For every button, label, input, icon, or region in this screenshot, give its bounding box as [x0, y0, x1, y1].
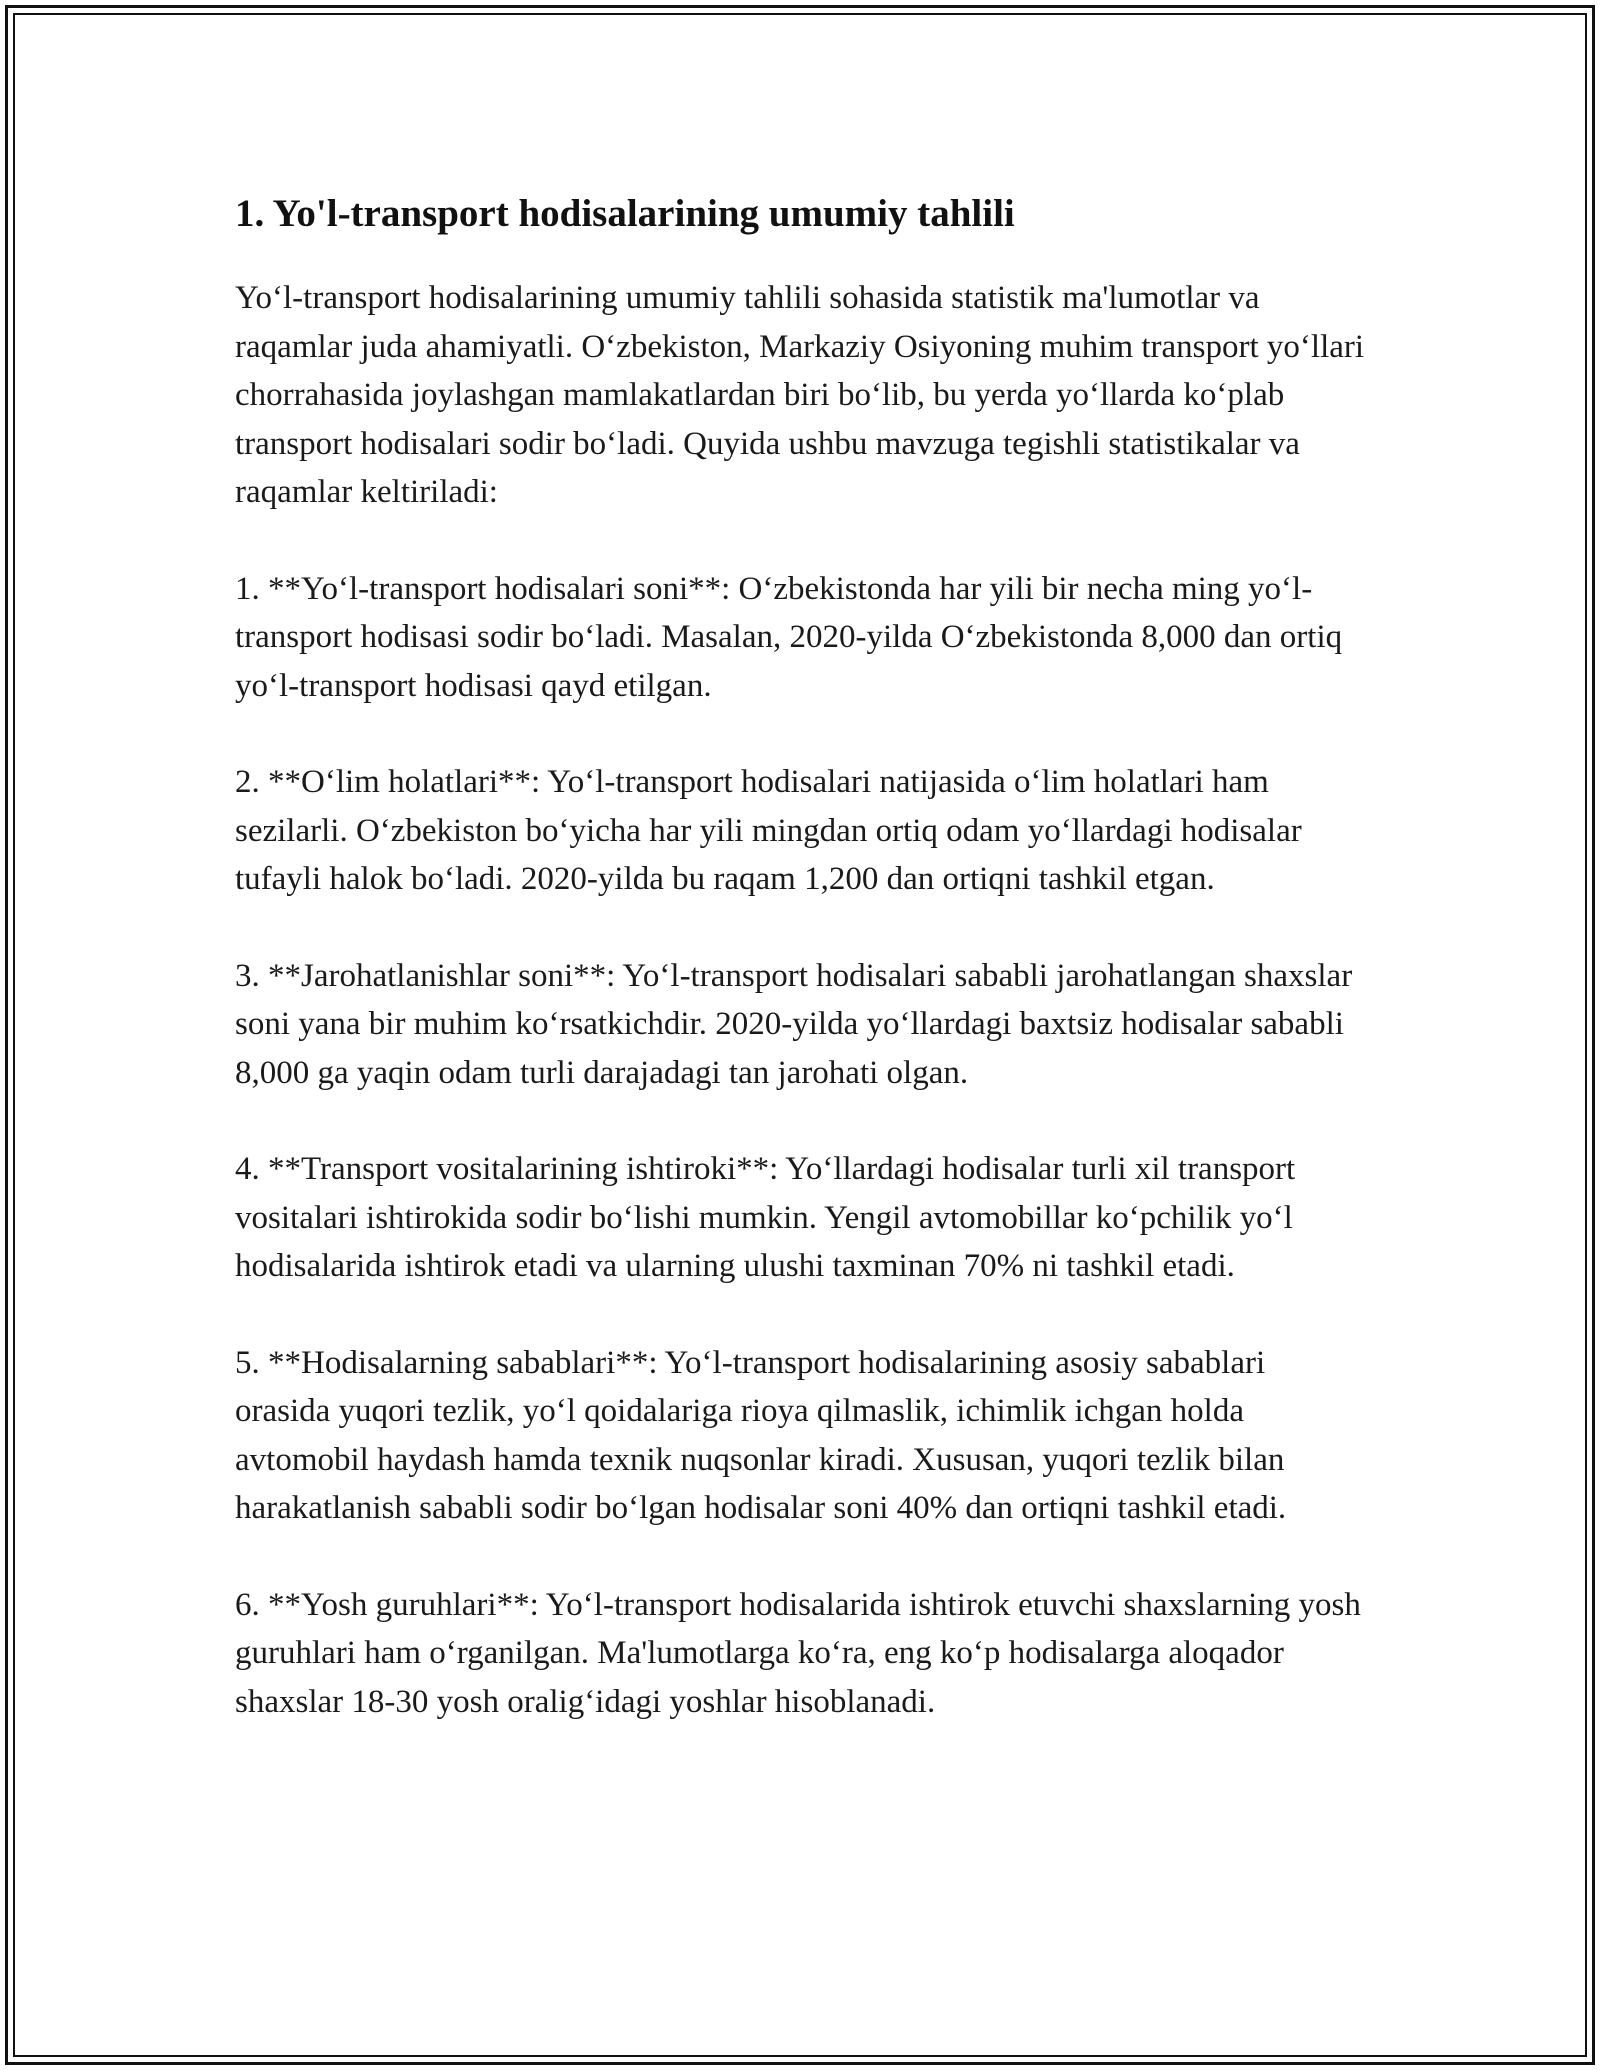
- document-body: [235, 188, 1365, 1774]
- list-item-accident-causes: 5. **Hodisalarning sabablari**: Yo‘l-transport hodisalarining asosiy sabablari orasida yuqori tezlik, yo‘l qoidalariga rioya qilmaslik, ichimlik ichgan holda avtomobil haydash hamda texnik nuqsonlar kiradi. Xususan, yuqori tezlik bilan harakatlanish sababli sodir bo‘lgan hodisalar soni 40% dan ortiqni tashkil etadi.: [235, 1344, 1287, 1526]
- list-item-vehicle-involvement: 4. **Transport vositalarining ishtiroki**: Yo‘llardagi hodisalar turli xil transport vositalari ishtirokida sodir bo‘lishi mumkin. Yengil avtomobillar ko‘pchilik yo‘l hodisalarida ishtirok etadi va ularning ulushi taxminan 70% ni tashkil etadi.: [235, 1151, 1296, 1284]
- list-item-injuries: 3. **Jarohatlanishlar soni**: Yo‘l-transport hodisalari sababli jarohatlangan shaxslar soni yana bir muhim ko‘rsatkichdir. 2020-yilda yo‘llardagi baxtsiz hodisalar sababli 8,000 ga yaqin odam turli darajadagi tan jarohati olgan.: [235, 957, 1353, 1091]
- list-item-road-accidents-count: 1. **Yo‘l-transport hodisalari soni**: O‘zbekistonda har yili bir necha ming yo‘l-transport hodisasi sodir bo‘ladi. Masalan, 2020-yilda O‘zbekistonda 8,000 dan ortiq yo‘l-transport hodisasi qayd etilgan.: [235, 570, 1343, 704]
- section-heading: 1. Yo'l-transport hodisalarining umumiy tahlili: [235, 192, 1015, 235]
- list-item-fatalities: 2. **O‘lim holatlari**: Yo‘l-transport hodisalari natijasida o‘lim holatlari ham sezilarli. O‘zbekiston bo‘yicha har yili mingdan ortiq odam yo‘llardagi hodisalar tufayli halok bo‘ladi. 2020-yilda bu raqam 1,200 dan ortiqni tashkil etgan.: [235, 764, 1302, 897]
- list-item-age-groups: 6. **Yosh guruhlari**: Yo‘l-transport hodisalarida ishtirok etuvchi shaxslarning yosh guruhlari ham o‘rganilgan. Ma'lumotlarga ko‘ra, eng ko‘p hodisalarga aloqador shaxslar 18-30 yosh oralig‘idagi yoshlar hisoblanadi.: [235, 1586, 1361, 1720]
- intro-paragraph: Yo‘l-transport hodisalarining umumiy tahlili sohasida statistik ma'lumotlar va raqamlar juda ahamiyatli. O‘zbekiston, Markaziy Osiyoning muhim transport yo‘llari chorrahasida joylashgan mamlakatlardan biri bo‘lib, bu yerda yo‘llarda ko‘plab transport hodisalari sodir bo‘ladi. Quyida ushbu mavzuga tegishli statistikalar va raqamlar keltiriladi:: [235, 280, 1365, 510]
